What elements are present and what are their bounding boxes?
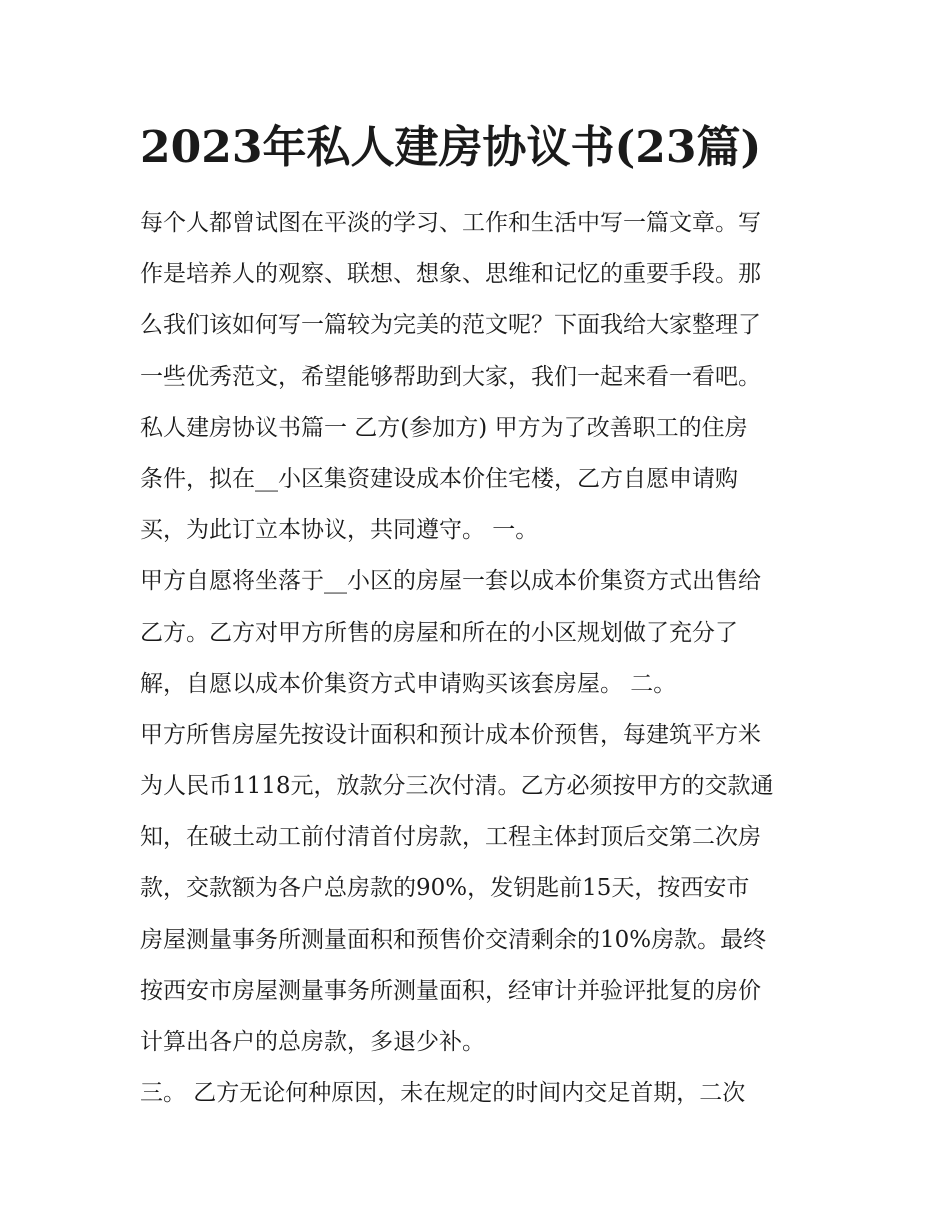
paragraph-line: 计算出各户的总房款，多退少补。	[140, 1029, 485, 1055]
paragraph-line: 解，自愿以成本价集资方式申请购买该套房屋。 二。	[140, 670, 677, 697]
paragraph-line: 作是培养人的观察、联想、想象、思维和记忆的重要手段。那	[140, 261, 761, 288]
paragraph-line: 条件，拟在__小区集资建设成本价住宅楼，乙方自愿申请购	[140, 465, 738, 492]
paragraph-line: 买，为此订立本协议，共同遵守。 一。	[140, 517, 539, 544]
paragraph-line: 每个人都曾试图在平淡的学习、工作和生活中写一篇文章。写	[140, 210, 761, 236]
paragraph-line: 么我们该如何写一篇较为完美的范文呢？下面我给大家整理了	[140, 312, 761, 339]
paragraph-line: 为人民币1118元，放款分三次付清。乙方必须按甲方的交款通	[140, 773, 774, 800]
paragraph-line: 知，在破土动工前付清首付房款，工程主体封顶后交第二次房	[140, 824, 761, 851]
document-body	[140, 198, 820, 1119]
paragraph-line: 房屋测量事务所测量面积和预售价交清剩余的10%房款。最终	[140, 926, 767, 953]
paragraph-line: 乙方。乙方对甲方所售的房屋和所在的小区规划做了充分了	[140, 619, 738, 646]
paragraph-line: 款，交款额为各户总房款的90%，发钥匙前15天，按西安市	[140, 875, 750, 902]
paragraph-line: 一些优秀范文，希望能够帮助到大家，我们一起来看一看吧。	[140, 363, 761, 390]
paragraph-line: 甲方自愿将坐落于__小区的房屋一套以成本价集资方式出售给	[140, 568, 761, 595]
paragraph-line: 甲方所售房屋先按设计面积和预计成本价预售，每建筑平方米	[140, 721, 761, 748]
paragraph-line: 三。 乙方无论何种原因，未在规定的时间内交足首期，二次	[140, 1080, 746, 1107]
paragraph-line: 私人建房协议书篇一 乙方(参加方) 甲方为了改善职工的住房	[140, 414, 748, 441]
paragraph-line: 按西安市房屋测量事务所测量面积，经审计并验评批复的房价	[140, 977, 761, 1004]
document-title: 2023年私人建房协议书(23篇)	[140, 122, 762, 173]
